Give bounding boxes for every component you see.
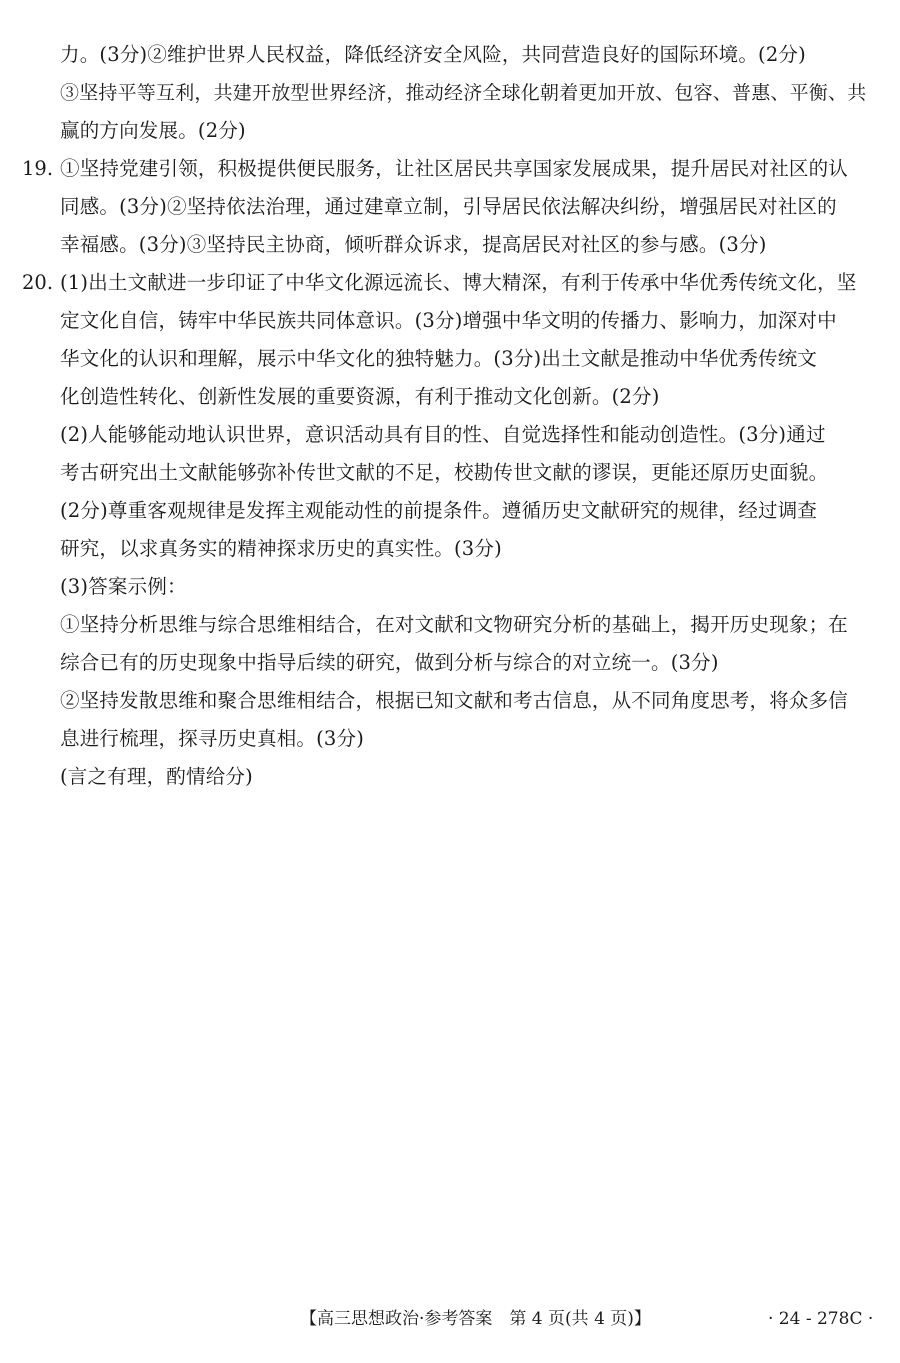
q20-p3-line-1: ①坚持分析思维与综合思维相结合，在对文献和文物研究分析的基础上，揭开历史现象；在: [60, 613, 849, 636]
q18-line-2: ③坚持平等互利，共建开放型世界经济，推动经济全球化朝着更加开放、包容、普惠、平衡、共: [60, 82, 867, 104]
q20-p1-line-4: 化创造性转化、创新性发展的重要资源，有利于推动文化创新。(2分): [60, 385, 660, 408]
q20-p2-line-3: (2分)尊重客观规律是发挥主观能动性的前提条件。遵循历史文献研究的规律，经过调查: [60, 499, 818, 522]
q19-line-3: 幸福感。(3分)③坚持民主协商，倾听群众诉求，提高居民对社区的参与感。(3分): [60, 233, 767, 256]
q20-p3-line-3: ②坚持发散思维和聚合思维相结合，根据已知文献和考古信息，从不同角度思考，将众多信: [60, 689, 849, 712]
q19-line-1: ①坚持党建引领，积极提供便民服务，让社区居民共享国家发展成果，提升居民对社区的认: [60, 157, 849, 180]
q19-number: 19.: [22, 157, 54, 180]
footer-title: 【高三思想政治·参考答案 第 4 页(共 4 页)】: [300, 1309, 651, 1329]
q19-line-2: 同感。(3分)②坚持依法治理，通过建章立制，引导居民依法解决纠纷，增强居民对社区的: [60, 195, 837, 218]
q20-p3-heading: (3)答案示例：: [60, 575, 187, 598]
q20-number: 20.: [22, 271, 54, 294]
q18-line-1: 力。(3分)②维护世界人民权益，降低经济安全风险，共同营造良好的国际环境。(2分): [60, 43, 806, 66]
q20-p1-line-1: (1)出土文献进一步印证了中华文化源远流长、博大精深，有利于传承中华优秀传统文化，坚: [60, 271, 857, 294]
q20-p2-line-2: 考古研究出土文献能够弥补传世文献的不足，校勘传世文献的谬误，更能还原历史面貌。: [60, 461, 829, 484]
q20-p1-line-2: 定文化自信，铸牢中华民族共同体意识。(3分)增强中华文明的传播力、影响力，加深对中: [60, 309, 837, 332]
footer-code: · 24 - 278C ·: [768, 1309, 874, 1329]
q20-p3-line-2: 综合已有的历史现象中指导后续的研究，做到分析与综合的对立统一。(3分): [60, 651, 719, 674]
q20-p3-line-4: 息进行梳理，探寻历史真相。(3分): [60, 727, 365, 750]
q20-p2-line-4: 研究，以求真务实的精神探求历史的真实性。(3分): [60, 537, 502, 560]
q20-p1-line-3: 华文化的认识和理解，展示中华文化的独特魅力。(3分)出土文献是推动中华优秀传统文: [60, 347, 818, 370]
q18-line-3: 赢的方向发展。(2分): [60, 119, 246, 142]
q20-p2-line-1: (2)人能够能动地认识世界，意识活动具有目的性、自觉选择性和能动创造性。(3分)通过: [60, 423, 826, 446]
q20-p3-note: (言之有理，酌情给分): [60, 765, 253, 788]
